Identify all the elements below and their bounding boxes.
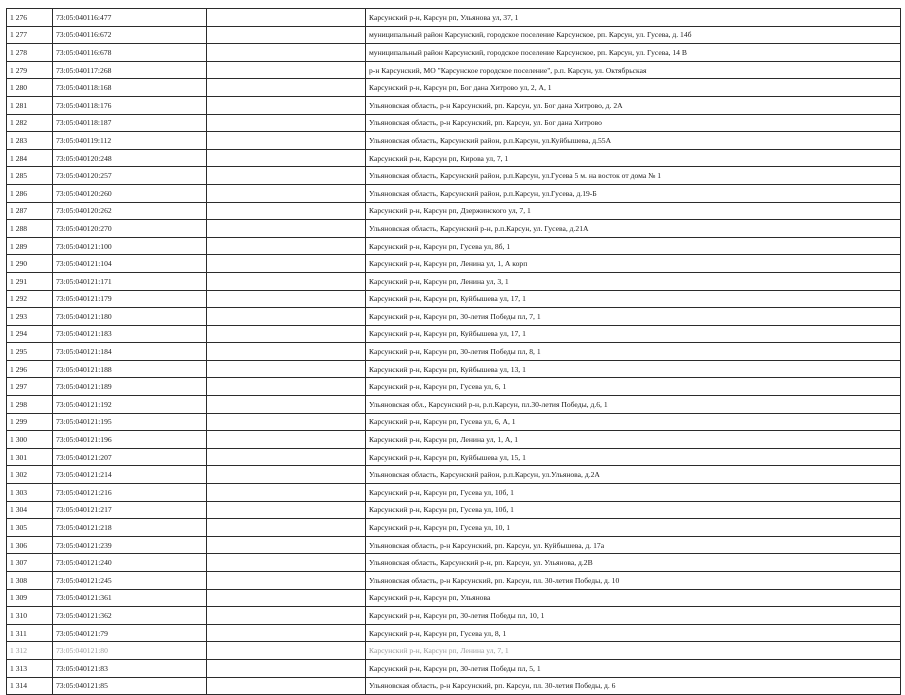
empty-cell	[207, 396, 366, 414]
table-row	[7, 220, 901, 238]
cadastral-number-cell: 73:05:040121:195	[53, 413, 207, 431]
empty-cell	[207, 589, 366, 607]
table-row	[7, 184, 901, 202]
row-number-cell: 1 282	[7, 114, 53, 132]
address-cell: Карсунский р-н, Карсун рп, Ульянова	[366, 589, 901, 607]
cadastral-number-cell: 73:05:040121:100	[53, 237, 207, 255]
empty-cell	[207, 220, 366, 238]
table-row	[7, 255, 901, 273]
row-number-cell: 1 305	[7, 519, 53, 537]
row-number-cell: 1 307	[7, 554, 53, 572]
cadastral-number-cell: 73:05:040121:171	[53, 272, 207, 290]
empty-cell	[207, 132, 366, 150]
address-cell: Карсунский р-н, Карсун рп, Гусева ул, 6, А, 1	[366, 413, 901, 431]
row-number-cell: 1 286	[7, 184, 53, 202]
row-number-cell: 1 280	[7, 79, 53, 97]
table-row	[7, 572, 901, 590]
cadastral-number-cell: 73:05:040121:189	[53, 378, 207, 396]
table-row	[7, 624, 901, 642]
empty-cell	[207, 79, 366, 97]
empty-cell	[207, 149, 366, 167]
document-page	[6, 8, 900, 695]
cadastral-number-cell: 73:05:040121:217	[53, 501, 207, 519]
address-cell: Ульяновская область, р-н Карсунский, рп. Карсун, ул. Бог дана Хитрово, д. 2А	[366, 96, 901, 114]
empty-cell	[207, 642, 366, 660]
address-cell: Карсунский р-н, Карсун рп, Куйбышева ул, 17, 1	[366, 325, 901, 343]
address-cell: Карсунский р-н, Карсун рп, Гусева ул, 8б, 1	[366, 237, 901, 255]
table-row	[7, 272, 901, 290]
cadastral-number-cell: 73:05:040116:678	[53, 44, 207, 62]
empty-cell	[207, 466, 366, 484]
cadastral-number-cell: 73:05:040121:216	[53, 484, 207, 502]
row-number-cell: 1 308	[7, 572, 53, 590]
table-row	[7, 79, 901, 97]
table-row	[7, 237, 901, 255]
address-cell: Карсунский р-н, Карсун рп, 30-летия Победы пл, 5, 1	[366, 659, 901, 677]
address-cell: Карсунский р-н, Карсун рп, 30-летия Победы пл, 10, 1	[366, 607, 901, 625]
address-cell: Карсунский р-н, Карсун рп, 30-летия Победы пл, 7, 1	[366, 308, 901, 326]
address-cell: Карсунский р-н, Карсун рп, Куйбышева ул, 17, 1	[366, 290, 901, 308]
table-row	[7, 501, 901, 519]
table-row	[7, 466, 901, 484]
cadastral-number-cell: 73:05:040120:270	[53, 220, 207, 238]
address-cell: Ульяновская область, р-н Карсунский, рп. Карсун, ул. Бог дана Хитрово	[366, 114, 901, 132]
table-row	[7, 26, 901, 44]
cadastral-number-cell: 73:05:040121:183	[53, 325, 207, 343]
cadastral-number-cell: 73:05:040121:245	[53, 572, 207, 590]
row-number-cell: 1 291	[7, 272, 53, 290]
cadastral-number-cell: 73:05:040117:268	[53, 61, 207, 79]
table-row	[7, 44, 901, 62]
address-cell: Карсунский р-н, Карсун рп, Гусева ул, 10б, 1	[366, 501, 901, 519]
cadastral-number-cell: 73:05:040120:262	[53, 202, 207, 220]
empty-cell	[207, 272, 366, 290]
empty-cell	[207, 96, 366, 114]
row-number-cell: 1 294	[7, 325, 53, 343]
empty-cell	[207, 378, 366, 396]
empty-cell	[207, 237, 366, 255]
cadastral-number-cell: 73:05:040121:218	[53, 519, 207, 537]
row-number-cell: 1 298	[7, 396, 53, 414]
cadastral-number-cell: 73:05:040119:112	[53, 132, 207, 150]
empty-cell	[207, 184, 366, 202]
registry-table-body	[7, 9, 901, 695]
cadastral-number-cell: 73:05:040121:240	[53, 554, 207, 572]
empty-cell	[207, 343, 366, 361]
row-number-cell: 1 284	[7, 149, 53, 167]
table-row	[7, 202, 901, 220]
cadastral-number-cell: 73:05:040121:179	[53, 290, 207, 308]
row-number-cell: 1 299	[7, 413, 53, 431]
address-cell: Ульяновская область, Карсунский район, р.п.Карсун, ул.Ульянова, д.2А	[366, 466, 901, 484]
empty-cell	[207, 360, 366, 378]
cadastral-number-cell: 73:05:040121:361	[53, 589, 207, 607]
address-cell: Карсунский р-н, Карсун рп, Гусева ул, 6, 1	[366, 378, 901, 396]
cadastral-number-cell: 73:05:040121:362	[53, 607, 207, 625]
address-cell: Карсунский р-н, Карсун рп, Гусева ул, 10, 1	[366, 519, 901, 537]
empty-cell	[207, 607, 366, 625]
table-row	[7, 378, 901, 396]
cadastral-number-cell: 73:05:040116:477	[53, 9, 207, 27]
address-cell: Карсунский р-н, Карсун рп, Ленина ул, 7, 1	[366, 642, 901, 660]
row-number-cell: 1 306	[7, 536, 53, 554]
empty-cell	[207, 26, 366, 44]
empty-cell	[207, 167, 366, 185]
row-number-cell: 1 312	[7, 642, 53, 660]
row-number-cell: 1 285	[7, 167, 53, 185]
address-cell: муниципальный район Карсунский, городское поселение Карсунское, рп. Карсун, ул. Гусева, 14 В	[366, 44, 901, 62]
row-number-cell: 1 276	[7, 9, 53, 27]
row-number-cell: 1 313	[7, 659, 53, 677]
row-number-cell: 1 293	[7, 308, 53, 326]
address-cell: Карсунский р-н, Карсун рп, Ленина ул, 3, 1	[366, 272, 901, 290]
table-row	[7, 642, 901, 660]
table-row	[7, 431, 901, 449]
address-cell: Ульяновская обл., Карсунский р-н, р.п.Карсун, пл.30-летия Победы, д.6, 1	[366, 396, 901, 414]
empty-cell	[207, 44, 366, 62]
address-cell: Карсунский р-н, Карсун рп, Гусева ул, 10б, 1	[366, 484, 901, 502]
table-row	[7, 167, 901, 185]
row-number-cell: 1 287	[7, 202, 53, 220]
cadastral-number-cell: 73:05:040121:188	[53, 360, 207, 378]
row-number-cell: 1 288	[7, 220, 53, 238]
table-row	[7, 413, 901, 431]
empty-cell	[207, 519, 366, 537]
cadastral-number-cell: 73:05:040121:207	[53, 448, 207, 466]
row-number-cell: 1 289	[7, 237, 53, 255]
row-number-cell: 1 314	[7, 677, 53, 695]
table-row	[7, 290, 901, 308]
cadastral-number-cell: 73:05:040121:104	[53, 255, 207, 273]
address-cell: Карсунский р-н, Карсун рп, Ленина ул, 1, А, 1	[366, 431, 901, 449]
row-number-cell: 1 279	[7, 61, 53, 79]
row-number-cell: 1 290	[7, 255, 53, 273]
table-row	[7, 448, 901, 466]
address-cell: Ульяновская область, Карсунский район, р.п.Карсун, ул.Куйбышева, д.55А	[366, 132, 901, 150]
cadastral-number-cell: 73:05:040120:248	[53, 149, 207, 167]
row-number-cell: 1 297	[7, 378, 53, 396]
row-number-cell: 1 281	[7, 96, 53, 114]
row-number-cell: 1 302	[7, 466, 53, 484]
empty-cell	[207, 114, 366, 132]
address-cell: Ульяновская область, р-н Карсунский, рп. Карсун, пл. 30-летия Победы, д. 6	[366, 677, 901, 695]
empty-cell	[207, 325, 366, 343]
cadastral-number-cell: 73:05:040121:80	[53, 642, 207, 660]
cadastral-number-cell: 73:05:040118:176	[53, 96, 207, 114]
cadastral-number-cell: 73:05:040121:180	[53, 308, 207, 326]
address-cell: Карсунский р-н, Карсун рп, Кирова ул, 7, 1	[366, 149, 901, 167]
empty-cell	[207, 9, 366, 27]
row-number-cell: 1 304	[7, 501, 53, 519]
table-row	[7, 360, 901, 378]
address-cell: Карсунский р-н, Карсун рп, Куйбышева ул, 15, 1	[366, 448, 901, 466]
row-number-cell: 1 303	[7, 484, 53, 502]
address-cell: Карсунский р-н, Карсун рп, Куйбышева ул, 13, 1	[366, 360, 901, 378]
empty-cell	[207, 536, 366, 554]
cadastral-number-cell: 73:05:040121:196	[53, 431, 207, 449]
row-number-cell: 1 300	[7, 431, 53, 449]
table-row	[7, 519, 901, 537]
empty-cell	[207, 431, 366, 449]
cadastral-number-cell: 73:05:040121:239	[53, 536, 207, 554]
table-row	[7, 484, 901, 502]
cadastral-number-cell: 73:05:040118:187	[53, 114, 207, 132]
address-cell: Карсунский р-н, Карсун рп, Дзержинского ул, 7, 1	[366, 202, 901, 220]
row-number-cell: 1 310	[7, 607, 53, 625]
table-row	[7, 607, 901, 625]
table-row	[7, 308, 901, 326]
empty-cell	[207, 501, 366, 519]
table-row	[7, 536, 901, 554]
table-row	[7, 677, 901, 695]
row-number-cell: 1 309	[7, 589, 53, 607]
empty-cell	[207, 202, 366, 220]
empty-cell	[207, 572, 366, 590]
table-row	[7, 9, 901, 27]
table-row	[7, 96, 901, 114]
address-cell: Ульяновская область, Карсунский район, р.п.Карсун, ул.Гусева, д.19-Б	[366, 184, 901, 202]
empty-cell	[207, 624, 366, 642]
empty-cell	[207, 554, 366, 572]
row-number-cell: 1 296	[7, 360, 53, 378]
row-number-cell: 1 292	[7, 290, 53, 308]
empty-cell	[207, 290, 366, 308]
empty-cell	[207, 659, 366, 677]
table-row	[7, 396, 901, 414]
table-row	[7, 132, 901, 150]
address-cell: Карсунский р-н, Карсун рп, 30-летия Победы пл, 8, 1	[366, 343, 901, 361]
cadastral-number-cell: 73:05:040121:214	[53, 466, 207, 484]
address-cell: Ульяновская область, Карсунский район, р.п.Карсун, ул.Гусева 5 м. на восток от дома № 1	[366, 167, 901, 185]
address-cell: Карсунский р-н, Карсун рп, Ульянова ул, 37, 1	[366, 9, 901, 27]
address-cell: Ульяновская область, р-н Карсунский, рп. Карсун, пл. 30-летия Победы, д. 10	[366, 572, 901, 590]
table-row	[7, 589, 901, 607]
cadastral-number-cell: 73:05:040120:260	[53, 184, 207, 202]
address-cell: Ульяновская область, Карсунский р-н, р.п.Карсун, ул. Гусева, д.21А	[366, 220, 901, 238]
cadastral-number-cell: 73:05:040120:257	[53, 167, 207, 185]
address-cell: Ульяновская область, р-н Карсунский, рп. Карсун, ул. Куйбышева, д. 17а	[366, 536, 901, 554]
empty-cell	[207, 484, 366, 502]
empty-cell	[207, 255, 366, 273]
row-number-cell: 1 283	[7, 132, 53, 150]
cadastral-number-cell: 73:05:040121:83	[53, 659, 207, 677]
registry-table	[6, 8, 901, 695]
cadastral-number-cell: 73:05:040121:85	[53, 677, 207, 695]
empty-cell	[207, 677, 366, 695]
address-cell: Карсунский р-н, Карсун рп, Гусева ул, 8, 1	[366, 624, 901, 642]
empty-cell	[207, 61, 366, 79]
address-cell: муниципальный район Карсунский, городское поселение Карсунское, рп. Карсун, ул. Гусева, д. 14б	[366, 26, 901, 44]
cadastral-number-cell: 73:05:040118:168	[53, 79, 207, 97]
table-row	[7, 149, 901, 167]
row-number-cell: 1 301	[7, 448, 53, 466]
empty-cell	[207, 308, 366, 326]
table-row	[7, 114, 901, 132]
table-row	[7, 659, 901, 677]
row-number-cell: 1 278	[7, 44, 53, 62]
cadastral-number-cell: 73:05:040121:184	[53, 343, 207, 361]
table-row	[7, 61, 901, 79]
cadastral-number-cell: 73:05:040121:192	[53, 396, 207, 414]
table-row	[7, 325, 901, 343]
address-cell: Карсунский р-н, Карсун рп, Бог дана Хитрово ул, 2, А, 1	[366, 79, 901, 97]
empty-cell	[207, 448, 366, 466]
table-row	[7, 343, 901, 361]
cadastral-number-cell: 73:05:040121:79	[53, 624, 207, 642]
row-number-cell: 1 277	[7, 26, 53, 44]
address-cell: Карсунский р-н, Карсун рп, Ленина ул, 1, А корп	[366, 255, 901, 273]
row-number-cell: 1 295	[7, 343, 53, 361]
address-cell: Ульяновская область, Карсунский р-н, рп. Карсун, ул. Ульянова, д.2В	[366, 554, 901, 572]
table-row	[7, 554, 901, 572]
cadastral-number-cell: 73:05:040116:672	[53, 26, 207, 44]
address-cell: р-н Карсунский, МО "Карсунское городское поселение", р.п. Карсун, ул. Октябрьская	[366, 61, 901, 79]
empty-cell	[207, 413, 366, 431]
row-number-cell: 1 311	[7, 624, 53, 642]
